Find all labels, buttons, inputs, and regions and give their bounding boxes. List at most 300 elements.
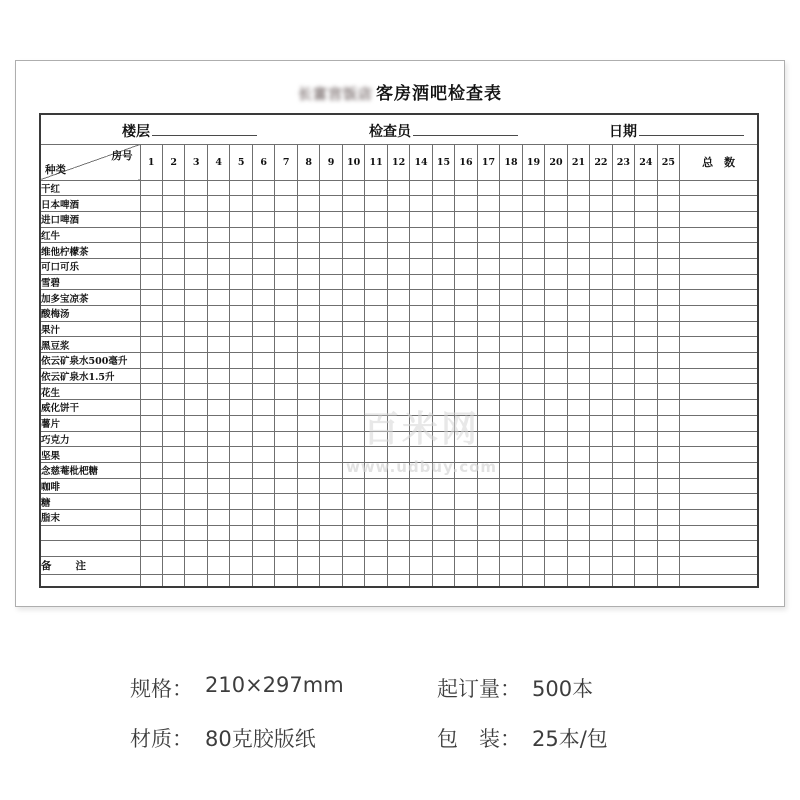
entry-cell xyxy=(590,258,612,274)
entry-cell xyxy=(162,384,184,400)
entry-cell xyxy=(432,211,454,227)
item-label-cell: 巧克力 xyxy=(40,431,140,447)
entry-cell xyxy=(500,274,522,290)
item-label-cell: 干红 xyxy=(40,180,140,196)
total-cell xyxy=(680,462,758,478)
entry-cell xyxy=(522,321,544,337)
entry-cell xyxy=(635,494,657,510)
entry-cell xyxy=(432,525,454,541)
entry-cell xyxy=(410,337,432,353)
entry-cell xyxy=(252,180,274,196)
blank-label-cell xyxy=(40,541,140,557)
entry-cell xyxy=(500,509,522,525)
entry-cell xyxy=(455,243,477,259)
entry-cell xyxy=(522,431,544,447)
total-cell xyxy=(680,478,758,494)
entry-cell xyxy=(612,274,634,290)
entry-cell xyxy=(230,243,252,259)
entry-cell xyxy=(185,211,207,227)
entry-cell xyxy=(207,243,229,259)
entry-cell xyxy=(522,306,544,322)
entry-cell xyxy=(365,525,387,541)
entry-cell xyxy=(545,243,567,259)
entry-cell xyxy=(410,243,432,259)
entry-cell xyxy=(207,541,229,557)
spec-pack-value: 25本/包 xyxy=(532,727,608,751)
entry-cell xyxy=(387,196,409,212)
item-row xyxy=(40,243,758,259)
entry-cell xyxy=(522,258,544,274)
entry-cell xyxy=(612,400,634,416)
entry-cell xyxy=(522,556,544,574)
entry-cell xyxy=(477,509,499,525)
entry-cell xyxy=(387,431,409,447)
item-label-cell: 依云矿泉水500毫升 xyxy=(40,353,140,369)
entry-cell xyxy=(185,415,207,431)
entry-cell xyxy=(455,353,477,369)
entry-cell xyxy=(500,306,522,322)
entry-cell xyxy=(657,243,679,259)
entry-cell xyxy=(297,431,319,447)
entry-cell xyxy=(567,211,589,227)
entry-cell xyxy=(590,196,612,212)
room-number-cell: 12 xyxy=(387,144,409,180)
entry-cell xyxy=(320,447,342,463)
total-cell xyxy=(680,211,758,227)
entry-cell xyxy=(207,337,229,353)
entry-cell xyxy=(410,227,432,243)
entry-cell xyxy=(455,400,477,416)
spec-moq-label: 起订量： xyxy=(437,677,521,701)
entry-cell xyxy=(252,574,274,587)
entry-cell xyxy=(342,368,364,384)
entry-cell xyxy=(207,447,229,463)
entry-cell xyxy=(500,556,522,574)
entry-cell xyxy=(342,274,364,290)
entry-cell xyxy=(230,509,252,525)
entry-cell xyxy=(275,400,297,416)
entry-cell xyxy=(522,180,544,196)
entry-cell xyxy=(230,368,252,384)
entry-cell xyxy=(500,447,522,463)
entry-cell xyxy=(635,337,657,353)
entry-cell xyxy=(522,541,544,557)
entry-cell xyxy=(365,431,387,447)
entry-cell xyxy=(185,258,207,274)
item-row xyxy=(40,462,758,478)
watermark-url: www.udbuy.com xyxy=(345,458,498,476)
entry-cell xyxy=(297,556,319,574)
entry-cell xyxy=(590,384,612,400)
entry-cell xyxy=(410,368,432,384)
entry-cell xyxy=(477,384,499,400)
entry-cell xyxy=(207,509,229,525)
entry-cell xyxy=(140,447,162,463)
entry-cell xyxy=(545,306,567,322)
entry-cell xyxy=(545,337,567,353)
entry-cell xyxy=(275,274,297,290)
entry-cell xyxy=(252,447,274,463)
entry-cell xyxy=(342,525,364,541)
entry-cell xyxy=(140,211,162,227)
entry-cell xyxy=(590,321,612,337)
entry-cell xyxy=(522,211,544,227)
entry-cell xyxy=(365,541,387,557)
entry-cell xyxy=(140,243,162,259)
entry-cell xyxy=(545,494,567,510)
entry-cell xyxy=(590,541,612,557)
item-row xyxy=(40,290,758,306)
entry-cell xyxy=(410,447,432,463)
entry-cell xyxy=(410,211,432,227)
entry-cell xyxy=(230,180,252,196)
entry-cell xyxy=(252,541,274,557)
entry-cell xyxy=(387,384,409,400)
entry-cell xyxy=(342,447,364,463)
entry-cell xyxy=(230,384,252,400)
entry-cell xyxy=(500,368,522,384)
date-label: 日期 xyxy=(609,124,637,140)
room-number-cell: 25 xyxy=(657,144,679,180)
entry-cell xyxy=(522,227,544,243)
entry-cell xyxy=(545,384,567,400)
entry-cell xyxy=(410,384,432,400)
entry-cell xyxy=(657,196,679,212)
entry-cell xyxy=(657,556,679,574)
item-row xyxy=(40,274,758,290)
entry-cell xyxy=(590,478,612,494)
entry-cell xyxy=(500,337,522,353)
date-underline xyxy=(639,124,744,136)
entry-cell xyxy=(635,541,657,557)
entry-cell xyxy=(275,574,297,587)
item-label-cell: 花生 xyxy=(40,384,140,400)
entry-cell xyxy=(162,431,184,447)
entry-cell xyxy=(432,306,454,322)
entry-cell xyxy=(657,337,679,353)
spec-size-value: 210×297mm xyxy=(205,673,344,697)
entry-cell xyxy=(207,431,229,447)
floor-label: 楼层 xyxy=(122,124,150,140)
fields-cell xyxy=(40,114,758,144)
entry-cell xyxy=(230,290,252,306)
entry-cell xyxy=(432,541,454,557)
total-cell xyxy=(680,509,758,525)
total-cell xyxy=(680,574,758,587)
entry-cell xyxy=(162,180,184,196)
entry-cell xyxy=(230,525,252,541)
item-row xyxy=(40,494,758,510)
entry-cell xyxy=(455,541,477,557)
entry-cell xyxy=(432,290,454,306)
entry-cell xyxy=(185,368,207,384)
entry-cell xyxy=(230,258,252,274)
entry-cell xyxy=(320,556,342,574)
room-number-cell: 9 xyxy=(320,144,342,180)
hotel-name-blurred: 长富宫饭店 xyxy=(298,87,373,103)
entry-cell xyxy=(297,478,319,494)
entry-cell xyxy=(387,337,409,353)
entry-cell xyxy=(500,353,522,369)
entry-cell xyxy=(522,274,544,290)
entry-cell xyxy=(320,400,342,416)
entry-cell xyxy=(342,196,364,212)
entry-cell xyxy=(500,415,522,431)
entry-cell xyxy=(230,556,252,574)
entry-cell xyxy=(162,509,184,525)
entry-cell xyxy=(545,290,567,306)
entry-cell xyxy=(297,574,319,587)
final-label-cell xyxy=(40,574,140,587)
entry-cell xyxy=(545,274,567,290)
item-label-cell: 可口可乐 xyxy=(40,258,140,274)
entry-cell xyxy=(590,227,612,243)
entry-cell xyxy=(320,258,342,274)
entry-cell xyxy=(387,415,409,431)
entry-cell xyxy=(140,462,162,478)
entry-cell xyxy=(162,462,184,478)
entry-cell xyxy=(230,400,252,416)
entry-cell xyxy=(455,180,477,196)
entry-cell xyxy=(477,243,499,259)
entry-cell xyxy=(477,258,499,274)
entry-cell xyxy=(657,447,679,463)
entry-cell xyxy=(252,337,274,353)
entry-cell xyxy=(590,556,612,574)
entry-cell xyxy=(162,337,184,353)
entry-cell xyxy=(635,556,657,574)
entry-cell xyxy=(635,274,657,290)
table-body xyxy=(40,114,758,587)
entry-cell xyxy=(140,306,162,322)
entry-cell xyxy=(590,274,612,290)
entry-cell xyxy=(207,306,229,322)
entry-cell xyxy=(590,415,612,431)
entry-cell xyxy=(410,574,432,587)
entry-cell xyxy=(635,321,657,337)
entry-cell xyxy=(657,180,679,196)
entry-cell xyxy=(612,541,634,557)
entry-cell xyxy=(297,290,319,306)
entry-cell xyxy=(410,400,432,416)
entry-cell xyxy=(635,478,657,494)
entry-cell xyxy=(477,306,499,322)
entry-cell xyxy=(477,494,499,510)
item-label-cell: 坚果 xyxy=(40,447,140,463)
item-label-cell: 红牛 xyxy=(40,227,140,243)
entry-cell xyxy=(342,541,364,557)
entry-cell xyxy=(410,541,432,557)
entry-cell xyxy=(207,494,229,510)
entry-cell xyxy=(365,368,387,384)
entry-cell xyxy=(657,431,679,447)
entry-cell xyxy=(207,274,229,290)
entry-cell xyxy=(342,384,364,400)
entry-cell xyxy=(320,462,342,478)
entry-cell xyxy=(275,509,297,525)
entry-cell xyxy=(275,415,297,431)
entry-cell xyxy=(297,196,319,212)
entry-cell xyxy=(455,306,477,322)
entry-cell xyxy=(657,258,679,274)
total-cell xyxy=(680,321,758,337)
entry-cell xyxy=(477,478,499,494)
entry-cell xyxy=(297,353,319,369)
entry-cell xyxy=(477,525,499,541)
entry-cell xyxy=(252,227,274,243)
entry-cell xyxy=(522,494,544,510)
entry-cell xyxy=(410,258,432,274)
entry-cell xyxy=(477,447,499,463)
entry-cell xyxy=(477,400,499,416)
spec-size xyxy=(130,673,344,703)
total-cell xyxy=(680,368,758,384)
entry-cell xyxy=(140,196,162,212)
entry-cell xyxy=(612,494,634,510)
entry-cell xyxy=(365,415,387,431)
entry-cell xyxy=(297,321,319,337)
entry-cell xyxy=(365,211,387,227)
entry-cell xyxy=(545,509,567,525)
entry-cell xyxy=(275,353,297,369)
entry-cell xyxy=(365,447,387,463)
entry-cell xyxy=(410,306,432,322)
item-row xyxy=(40,400,758,416)
entry-cell xyxy=(455,368,477,384)
entry-cell xyxy=(162,274,184,290)
entry-cell xyxy=(207,196,229,212)
entry-cell xyxy=(635,574,657,587)
entry-cell xyxy=(275,478,297,494)
entry-cell xyxy=(297,258,319,274)
entry-cell xyxy=(522,462,544,478)
entry-cell xyxy=(140,541,162,557)
entry-cell xyxy=(410,353,432,369)
entry-cell xyxy=(387,462,409,478)
entry-cell xyxy=(477,574,499,587)
entry-cell xyxy=(207,400,229,416)
entry-cell xyxy=(365,290,387,306)
watermark-logo: 百米网 xyxy=(362,409,480,450)
entry-cell xyxy=(410,196,432,212)
entry-cell xyxy=(567,400,589,416)
entry-cell xyxy=(275,556,297,574)
entry-cell xyxy=(522,337,544,353)
entry-cell xyxy=(162,415,184,431)
entry-cell xyxy=(522,368,544,384)
room-number-cell: 4 xyxy=(207,144,229,180)
total-cell xyxy=(680,447,758,463)
entry-cell xyxy=(185,353,207,369)
entry-cell xyxy=(185,227,207,243)
entry-cell xyxy=(477,353,499,369)
entry-cell xyxy=(432,415,454,431)
item-row xyxy=(40,384,758,400)
entry-cell xyxy=(657,478,679,494)
entry-cell xyxy=(297,384,319,400)
entry-cell xyxy=(275,258,297,274)
entry-cell xyxy=(140,478,162,494)
entry-cell xyxy=(545,447,567,463)
entry-cell xyxy=(387,243,409,259)
total-cell xyxy=(680,274,758,290)
entry-cell xyxy=(612,462,634,478)
entry-cell xyxy=(567,478,589,494)
entry-cell xyxy=(275,384,297,400)
entry-cell xyxy=(297,541,319,557)
entry-cell xyxy=(455,196,477,212)
entry-cell xyxy=(522,196,544,212)
entry-cell xyxy=(432,447,454,463)
entry-cell xyxy=(230,196,252,212)
item-row xyxy=(40,180,758,196)
entry-cell xyxy=(612,196,634,212)
entry-cell xyxy=(455,227,477,243)
entry-cell xyxy=(612,306,634,322)
entry-cell xyxy=(567,337,589,353)
entry-cell xyxy=(185,274,207,290)
entry-cell xyxy=(477,227,499,243)
entry-cell xyxy=(162,211,184,227)
entry-cell xyxy=(387,290,409,306)
entry-cell xyxy=(320,290,342,306)
entry-cell xyxy=(522,415,544,431)
entry-cell xyxy=(545,431,567,447)
item-label-cell: 雪碧 xyxy=(40,274,140,290)
entry-cell xyxy=(635,400,657,416)
entry-cell xyxy=(297,525,319,541)
entry-cell xyxy=(410,494,432,510)
entry-cell xyxy=(162,478,184,494)
entry-cell xyxy=(567,243,589,259)
entry-cell xyxy=(432,556,454,574)
entry-cell xyxy=(590,525,612,541)
entry-cell xyxy=(432,509,454,525)
item-row xyxy=(40,353,758,369)
entry-cell xyxy=(635,180,657,196)
entry-cell xyxy=(545,400,567,416)
entry-cell xyxy=(365,274,387,290)
entry-cell xyxy=(275,494,297,510)
entry-cell xyxy=(252,306,274,322)
entry-cell xyxy=(297,227,319,243)
item-label-cell: 依云矿泉水1.5升 xyxy=(40,368,140,384)
entry-cell xyxy=(185,400,207,416)
entry-cell xyxy=(185,290,207,306)
entry-cell xyxy=(455,574,477,587)
entry-cell xyxy=(477,462,499,478)
entry-cell xyxy=(140,525,162,541)
entry-cell xyxy=(410,556,432,574)
corner-cell xyxy=(40,144,140,180)
entry-cell xyxy=(185,196,207,212)
entry-cell xyxy=(252,384,274,400)
entry-cell xyxy=(590,353,612,369)
entry-cell xyxy=(500,243,522,259)
entry-cell xyxy=(545,415,567,431)
entry-cell xyxy=(477,337,499,353)
entry-cell xyxy=(207,290,229,306)
entry-cell xyxy=(275,321,297,337)
entry-cell xyxy=(432,353,454,369)
entry-cell xyxy=(162,368,184,384)
room-number-cell: 1 xyxy=(140,144,162,180)
entry-cell xyxy=(500,574,522,587)
entry-cell xyxy=(590,290,612,306)
entry-cell xyxy=(522,478,544,494)
entry-cell xyxy=(590,337,612,353)
entry-cell xyxy=(207,321,229,337)
